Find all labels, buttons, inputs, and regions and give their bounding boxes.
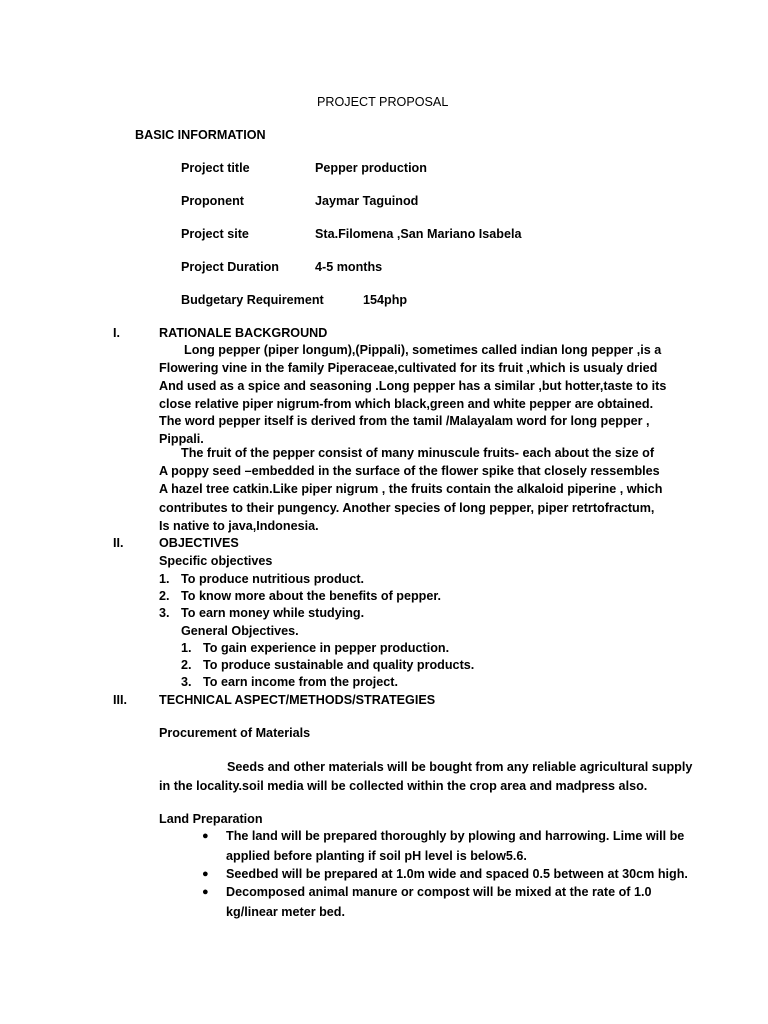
list-number: 1. — [181, 641, 192, 655]
project-duration-label: Project Duration — [181, 260, 279, 274]
list-item: To produce sustainable and quality products. — [203, 658, 475, 672]
list-number: 2. — [159, 589, 170, 603]
project-title-value: Pepper production — [315, 161, 427, 175]
basic-info-heading: BASIC INFORMATION — [135, 128, 266, 142]
project-site-label: Project site — [181, 227, 249, 241]
land-line: applied before planting if soil pH level is below5.6. — [226, 849, 527, 863]
procurement-line: in the locality.soil media will be collected within the crop area and madpress also. — [159, 779, 648, 793]
list-number: 1. — [159, 572, 170, 586]
proponent-label: Proponent — [181, 194, 244, 208]
rationale-line: The fruit of the pepper consist of many minuscule fruits- each about the size of — [181, 446, 655, 460]
rationale-line: Flowering vine in the family Piperaceae,cultivated for its fruit ,which is usualy dried — [159, 361, 658, 375]
rationale-line: Long pepper (piper longum),(Pippali), sometimes called indian long pepper ,is a — [184, 343, 662, 357]
rationale-line: And used as a spice and seasoning .Long pepper has a similar ,but hotter,taste to its — [159, 379, 667, 393]
land-line: Decomposed animal manure or compost will be mixed at the rate of 1.0 — [226, 885, 652, 899]
land-line: Seedbed will be prepared at 1.0m wide and spaced 0.5 between at 30cm high. — [226, 867, 688, 881]
project-site-value: Sta.Filomena ,San Mariano Isabela — [315, 227, 522, 241]
section-1-numeral: I. — [113, 326, 120, 340]
land-preparation-heading: Land Preparation — [159, 812, 263, 826]
procurement-line: Seeds and other materials will be bought from any reliable agricultural supply — [227, 760, 693, 774]
list-number: 3. — [159, 606, 170, 620]
list-item: To gain experience in pepper production. — [203, 641, 450, 655]
rationale-line: A hazel tree catkin.Like piper nigrum , the fruits contain the alkaloid piperine , which — [159, 482, 663, 496]
list-item: To produce nutritious product. — [181, 572, 365, 586]
land-line: kg/linear meter bed. — [226, 905, 345, 919]
bullet-icon: ● — [202, 886, 209, 898]
land-line: The land will be prepared thoroughly by plowing and harrowing. Lime will be — [226, 829, 685, 843]
project-title-label: Project title — [181, 161, 250, 175]
list-item: To earn money while studying. — [181, 606, 365, 620]
list-item: To know more about the benefits of pepper. — [181, 589, 442, 603]
section-3-numeral: III. — [113, 693, 127, 707]
bullet-icon: ● — [202, 830, 209, 842]
rationale-line: contributes to their pungency. Another species of long pepper, piper retrtofractum, — [159, 501, 655, 515]
section-2-heading: OBJECTIVES — [159, 536, 239, 550]
rationale-line: A poppy seed –embedded in the surface of the flower spike that closely ressembles — [159, 464, 660, 478]
document-title: PROJECT PROPOSAL — [317, 95, 449, 109]
proponent-value: Jaymar Taguinod — [315, 194, 419, 208]
rationale-line: The word pepper itself is derived from the tamil /Malayalam word for long pepper , — [159, 414, 650, 428]
list-item: To earn income from the project. — [203, 675, 398, 689]
budget-label: Budgetary Requirement — [181, 293, 324, 307]
budget-value: 154php — [363, 293, 408, 307]
rationale-line: Is native to java,Indonesia. — [159, 519, 319, 533]
rationale-line: Pippali. — [159, 432, 204, 446]
section-1-heading: RATIONALE BACKGROUND — [159, 326, 328, 340]
list-number: 3. — [181, 675, 192, 689]
bullet-icon: ● — [202, 868, 209, 880]
project-duration-value: 4-5 months — [315, 260, 383, 274]
list-number: 2. — [181, 658, 192, 672]
section-2-numeral: II. — [113, 536, 124, 550]
specific-objectives-heading: Specific objectives — [159, 554, 273, 568]
rationale-line: close relative piper nigrum-from which black,green and white pepper are obtained. — [159, 397, 654, 411]
section-3-heading: TECHNICAL ASPECT/METHODS/STRATEGIES — [159, 693, 436, 707]
procurement-heading: Procurement of Materials — [159, 726, 311, 740]
general-objectives-heading: General Objectives. — [181, 624, 299, 638]
